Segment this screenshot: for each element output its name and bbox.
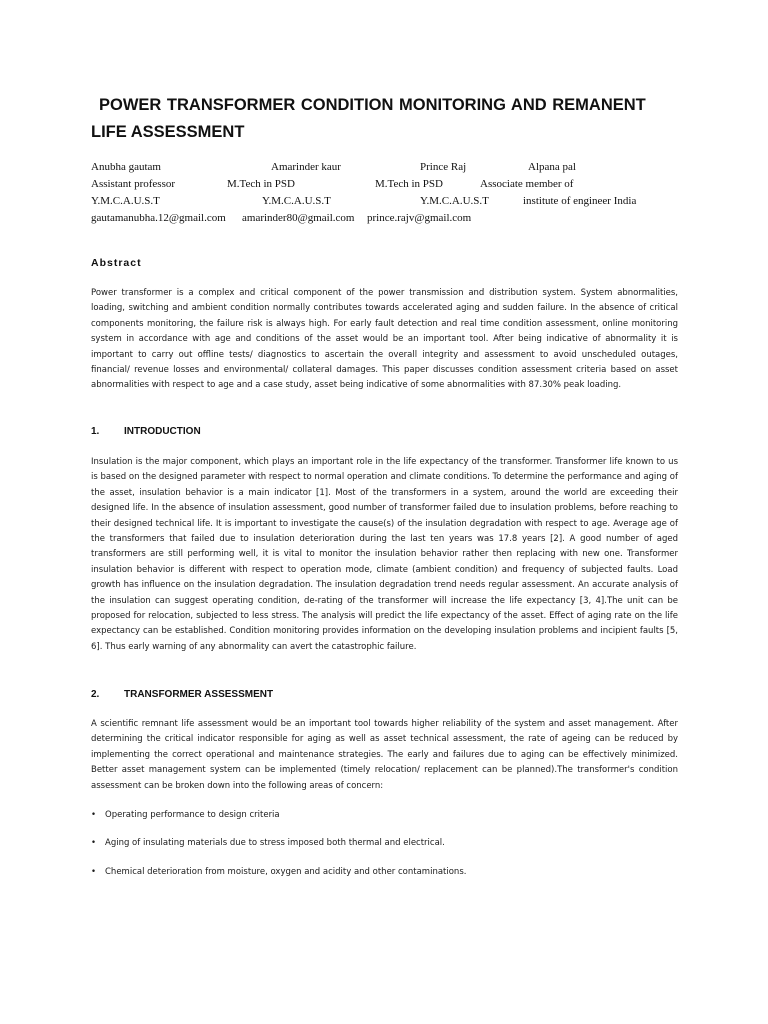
bullet-icon: • bbox=[91, 810, 97, 820]
author-affiliation: Y.M.C.A.U.S.T bbox=[262, 195, 331, 207]
title-line-2: LIFE ASSESSMENT bbox=[91, 123, 245, 141]
assessment-text: A scientific remnant life assessment would be an important tool towards higher reliability of the system and asset management. After determining the critical indicator responsible for aging as well as asset technical assessment, the rate of ageing can be reduced by implementing the correct operational and maintenance strategies. The early and failures due to aging can be effectively minimized. Better asset management system can be implemented (timely relocation/ replacement can be planned).The transformer's condition assessment can be broken down into the following areas of concern: bbox=[91, 719, 678, 791]
section-2-heading bbox=[91, 689, 273, 700]
author-role: M.Tech in PSD bbox=[375, 178, 443, 190]
title-line-1: POWER TRANSFORMER CONDITION MONITORING AND REMANENT bbox=[99, 96, 646, 114]
author-email-row bbox=[91, 212, 691, 229]
author-name: Amarinder kaur bbox=[271, 161, 341, 173]
author-affiliation: Y.M.C.A.U.S.T bbox=[420, 195, 489, 207]
paper-title bbox=[91, 92, 691, 146]
section-1-heading bbox=[91, 426, 201, 437]
bullet-icon: • bbox=[91, 838, 97, 848]
author-role: M.Tech in PSD bbox=[227, 178, 295, 190]
author-affiliation: institute of engineer India bbox=[523, 195, 637, 207]
author-email: prince.rajv@gmail.com bbox=[367, 212, 472, 224]
section-title: TRANSFORMER ASSESSMENT bbox=[124, 689, 274, 700]
author-names-row bbox=[91, 161, 691, 178]
list-item: • Aging of insulating materials due to stress imposed both thermal and electrical. bbox=[91, 836, 678, 851]
author-block bbox=[91, 161, 691, 229]
author-name: Alpana pal bbox=[528, 161, 576, 173]
abstract-heading: Abstract bbox=[91, 257, 142, 269]
author-role: Associate member of bbox=[480, 178, 574, 190]
abstract-text: Power transformer is a complex and critical component of the power transmission and distribution system. System abnormalities, loading, switching and ambient condition normally contributes towards accelerated aging and sudden failure. In the absence of critical components monitoring, the failure risk is always high. For early fault detection and real time condition assessment, online monitoring system in accordance with age and conditions of the asset would be an important tool. After being indicative of abnormality it is important to carry out offline tests/ diagnostics to ascertain the overall integrity and assessment to avoid unscheduled outages, financial/ revenue losses and environmental/ collateral damages. This paper discusses condition assessment criteria based on asset abnormalities with respect to age and a case study, asset being indicative of some abnormalities with 87.30% peak loading. bbox=[91, 288, 678, 391]
author-roles-row bbox=[91, 178, 691, 195]
list-item: • Operating performance to design criteria bbox=[91, 808, 678, 823]
author-role: Assistant professor bbox=[91, 178, 176, 190]
author-affil-row bbox=[91, 195, 691, 212]
introduction-text: Insulation is the major component, which plays an important role in the life expectancy of the transformer. Transformer life known to us is based on the designed parameter with respect to normal operation and climate conditions. To determine the performance and aging of the asset, insulation behavior is a main indicator [1]. Most of the transformers in a system, around the world are exceeding their designed life. In the absence of insulation assessment, good number of transformer failed due to insulation problems, before reaching to their designed technical life. It is important to investigate the cause(s) of the insulation degradation with respect to age. Average age of the transformers that failed due to insulation deterioration during the last ten years was 17.8 years [2]. A good number of aged transformers are still performing well, it is vital to monitor the insulation behavior rather then replacing with new one. Transformer insulation behavior is different with respect to operation mode, climate (ambient condition) and frequency of subjected faults. Load growth has influence on the insulation degradation. The insulation degradation trend needs regular assessment. An accurate analysis of the insulation can suggest operating condition, de-rating of the transformer will increase the life expectancy [3, 4].The unit can be proposed for relocation, subjected to less stress. The analysis will predict the life expectancy of the asset. Effect of aging rate on the life expectancy can be established. Condition monitoring provides information on the developing insulation problems and incipient faults [5, 6]. Thus early warning of any abnormality can avert the catastrophic failure. bbox=[91, 457, 678, 652]
section-number: 1. bbox=[91, 426, 100, 437]
list-item: • Chemical deterioration from moisture, oxygen and acidity and other contaminations. bbox=[91, 865, 678, 880]
bullet-icon: • bbox=[91, 867, 97, 877]
section-title: INTRODUCTION bbox=[124, 426, 201, 437]
author-affiliation: Y.M.C.A.U.S.T bbox=[91, 195, 160, 207]
section-number: 2. bbox=[91, 689, 100, 700]
author-email: gautamanubha.12@gmail.com bbox=[91, 212, 226, 224]
author-name: Prince Raj bbox=[420, 161, 467, 173]
author-email: amarinder80@gmail.com bbox=[242, 212, 355, 224]
author-name: Anubha gautam bbox=[91, 161, 161, 173]
